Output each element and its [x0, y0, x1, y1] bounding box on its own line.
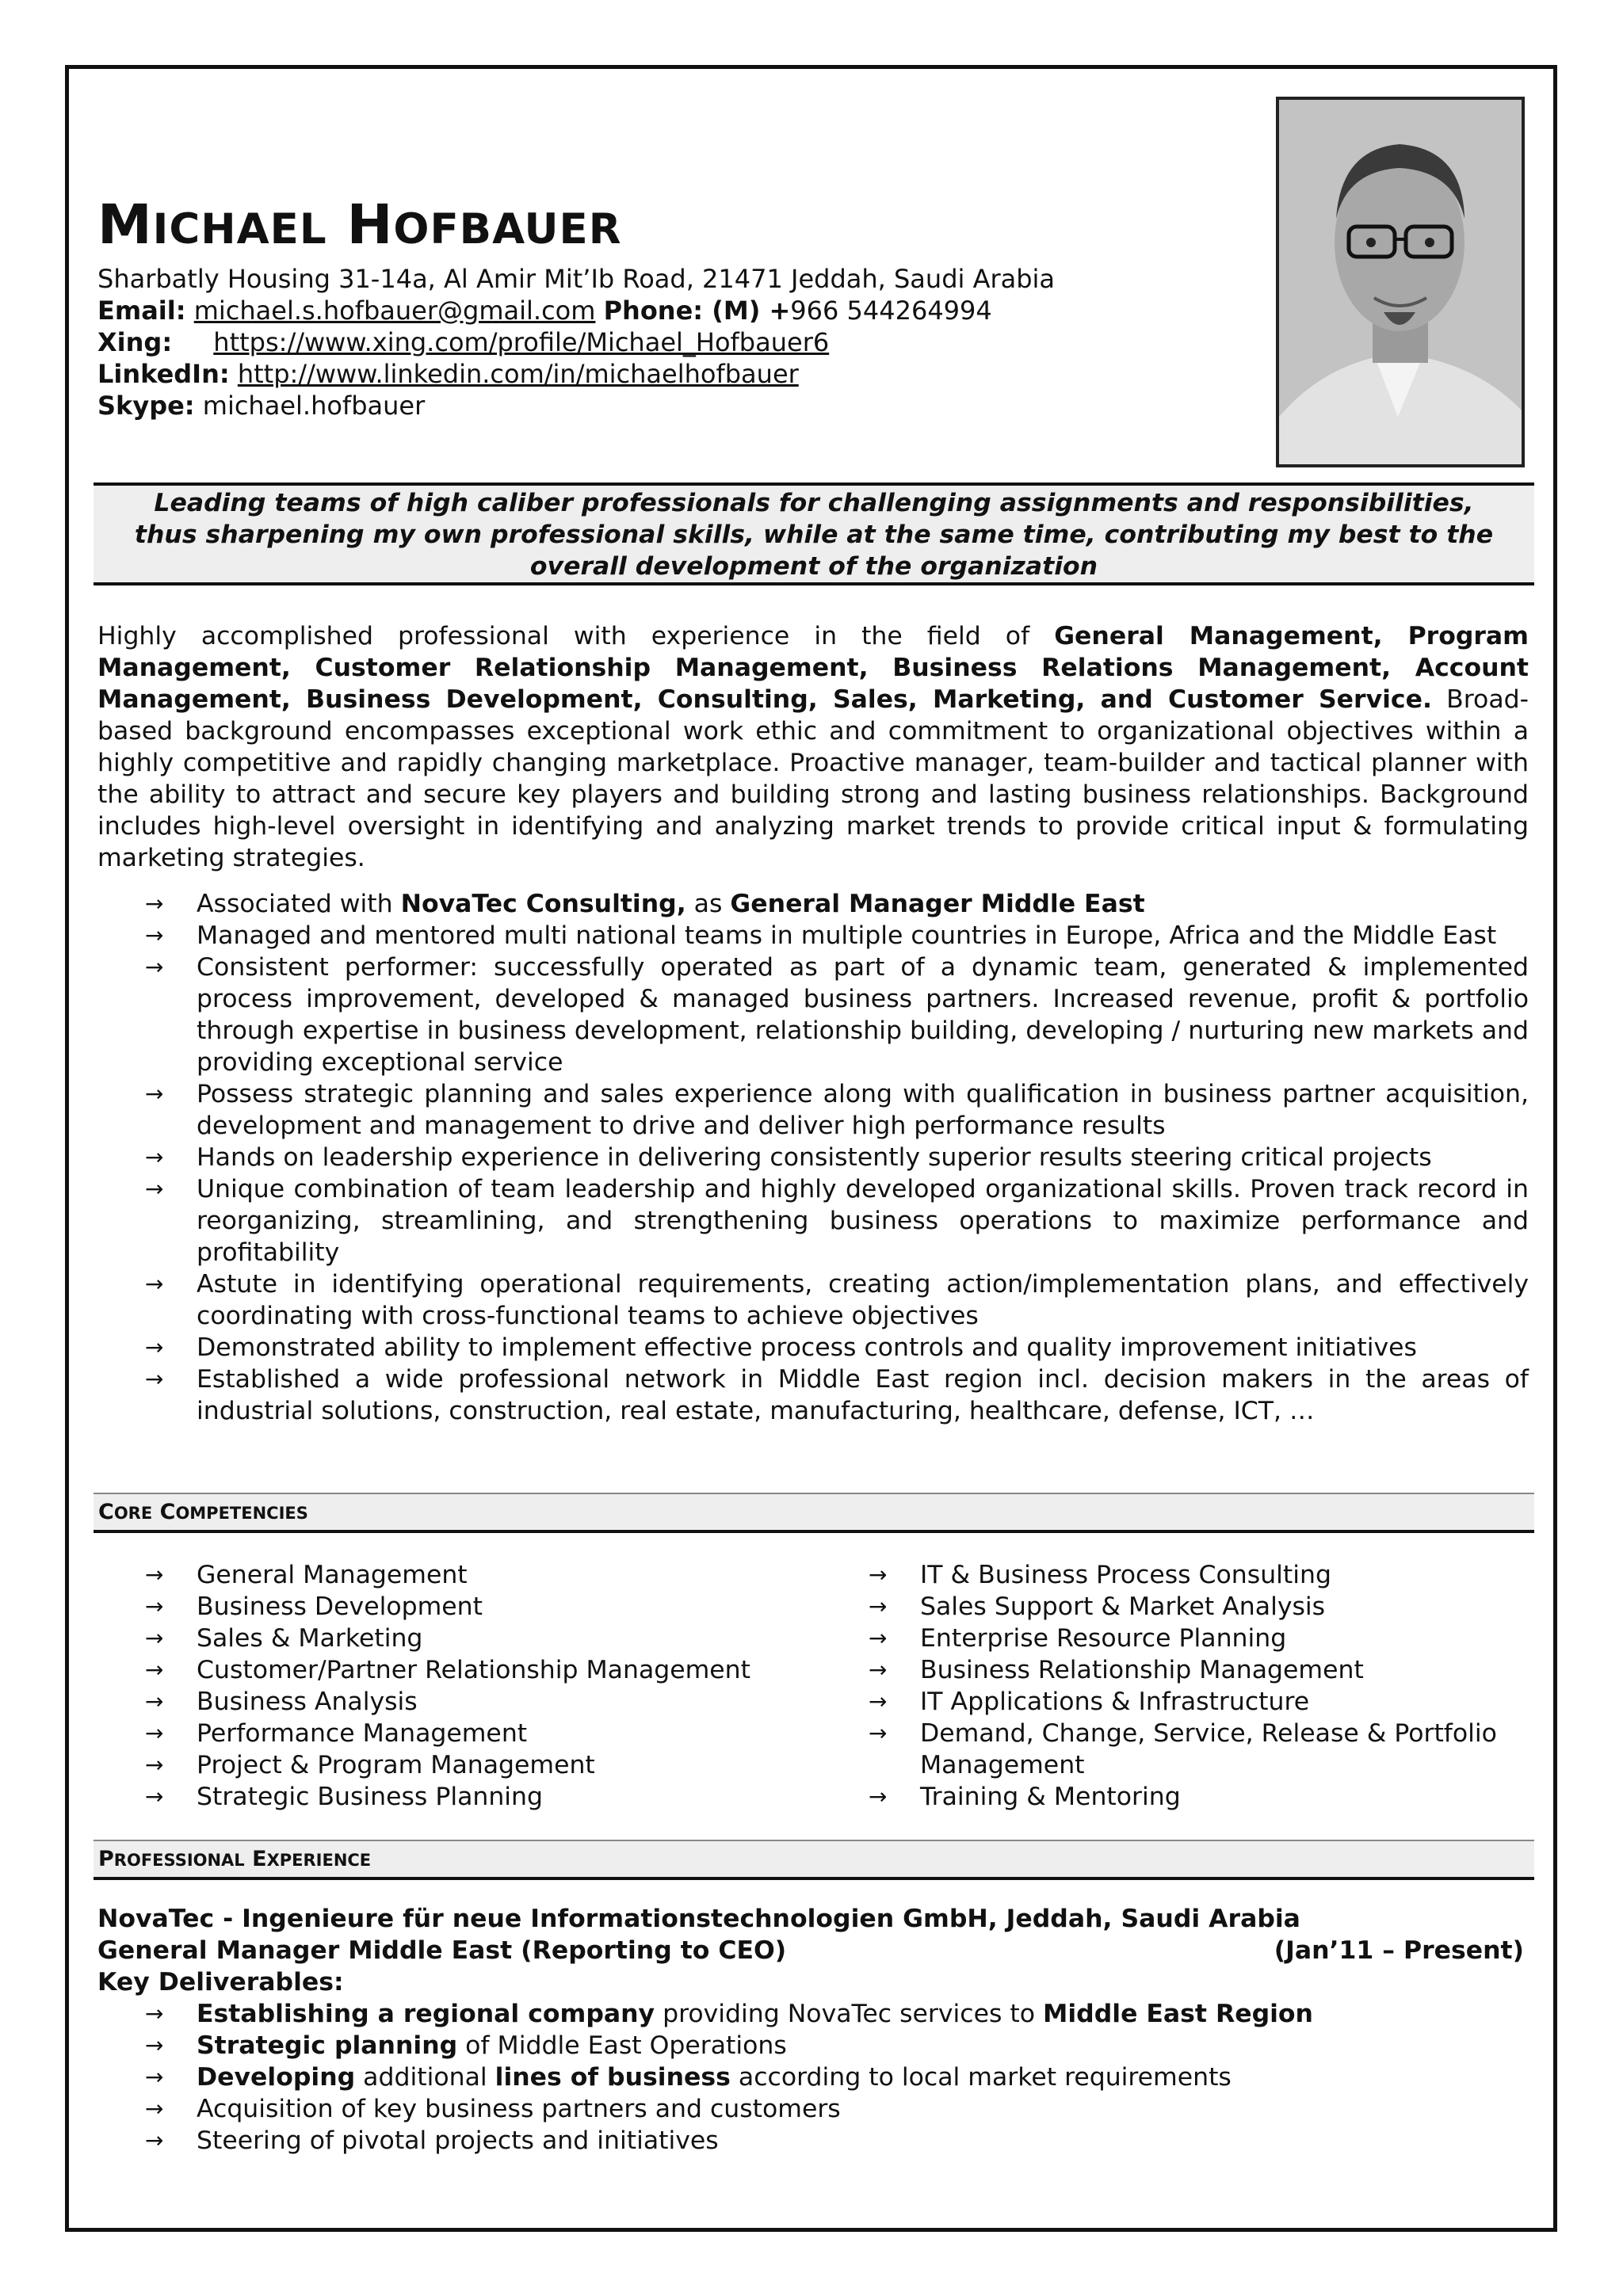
list-item — [97, 1781, 779, 1813]
arrow-right-icon: → — [145, 922, 164, 948]
arrow-right-icon: → — [869, 1783, 888, 1810]
competency-text: Sales Support & Market Analysis — [920, 1592, 1326, 1621]
arrow-right-icon: → — [145, 2127, 164, 2153]
objective-line-2: thus sharpening my own professional skills, while at the same time, contributing my best to the — [134, 521, 1494, 549]
linkedin-link[interactable]: http://www.linkedin.com/in/michaelhofbauer — [237, 359, 799, 389]
list-item — [821, 1623, 1526, 1654]
arrow-right-icon: → — [145, 2032, 164, 2058]
highlight-text: Hands on leadership experience in delivering consistently superior results steering critical projects — [197, 1143, 1432, 1172]
arrow-right-icon: → — [869, 1625, 888, 1651]
deliverable-text: of Middle East Operations — [457, 2031, 787, 2060]
skype-line — [97, 390, 1247, 421]
xing-line — [97, 326, 1247, 358]
highlight-text: Established a wide professional network in Middle East region incl. decision makers in the areas of industrial solutions, construction, real estate, manufacturing, healthcare, defense, ICT, … — [197, 1365, 1529, 1425]
deliverable-text: providing NovaTec services to — [655, 2000, 1044, 2028]
competencies-right-column — [821, 1559, 1526, 1813]
summary-fields: General Management, Program Management, Customer Relationship Management, Business Relations Management, Account Management, Business Development, Consulting, Sales, Marketing, and Customer Service. — [97, 622, 1529, 714]
highlight-text: Consistent performer: successfully operated as part of a dynamic team, generated & implemented process improvement, developed & managed business partners. Increased revenue, profit & portfolio through expertise in business development, relationship building, developing / nurturing new markets and providing exceptional service — [197, 953, 1529, 1077]
arrow-right-icon: → — [869, 1688, 888, 1714]
arrow-right-icon: → — [145, 1144, 164, 1170]
professional-experience-heading — [94, 1840, 1534, 1880]
skype-label: Skype: — [97, 391, 195, 421]
heading-initial: E — [252, 1847, 267, 1871]
skype-id: michael.hofbauer — [202, 391, 426, 421]
deliverable-bold: Developing — [197, 2063, 356, 2092]
list-item — [97, 920, 1529, 952]
list-item — [97, 1142, 1529, 1173]
competency-text: Business Relationship Management — [920, 1656, 1364, 1684]
arrow-right-icon: → — [145, 1783, 164, 1810]
list-item — [97, 2093, 1529, 2125]
profile-photo — [1276, 97, 1525, 467]
competency-text: General Management — [197, 1561, 468, 1589]
arrow-right-icon: → — [145, 1271, 164, 1297]
profile-summary — [97, 620, 1529, 874]
heading-rest: XPERIENCE — [266, 1851, 372, 1870]
objective-line-1: Leading teams of high caliber professionals for challenging assignments and responsibilities, — [154, 489, 1474, 517]
arrow-right-icon: → — [145, 2000, 164, 2027]
xing-label: Xing: — [97, 327, 173, 357]
candidate-name — [97, 193, 622, 257]
arrow-right-icon: → — [145, 1081, 164, 1107]
heading-initial: P — [98, 1847, 114, 1871]
competency-text: Enterprise Resource Planning — [920, 1624, 1287, 1653]
list-item — [97, 2061, 1529, 2093]
list-item — [97, 1559, 779, 1591]
competency-text: IT & Business Process Consulting — [920, 1561, 1331, 1589]
competency-text: Training & Mentoring — [920, 1783, 1181, 1811]
deliverables-label: Key Deliverables: — [97, 1968, 344, 1997]
contact-block — [97, 263, 1247, 421]
list-item — [821, 1781, 1526, 1813]
competency-text: Sales & Marketing — [197, 1624, 423, 1653]
heading-initial: C — [159, 1500, 176, 1524]
list-item — [97, 952, 1529, 1078]
arrow-right-icon: → — [869, 1593, 888, 1619]
career-objective — [94, 482, 1534, 585]
list-item — [97, 1173, 1529, 1268]
highlights-list — [97, 888, 1529, 1427]
portrait-image — [1279, 100, 1522, 464]
heading-initial: C — [98, 1500, 114, 1524]
name-last-initial: H — [346, 193, 394, 257]
summary-rest: Broad-based background encompasses exceptional work ethic and commitment to organizational objectives within a highly competitive and rapidly changing marketplace. Proactive manager, team-builder and tactical planner with the ability to attract and secure key players and building strong and lasting business relationships. Background includes high-level oversight in identifying and analyzing market trends to provide critical input & formulating marketing strategies. — [97, 685, 1529, 872]
arrow-right-icon: → — [145, 954, 164, 980]
highlight-text: Possess strategic planning and sales experience along with qualification in business partner acquisition, development and management to drive and deliver high performance results — [197, 1080, 1529, 1140]
highlight-role: General Manager Middle East — [730, 890, 1145, 918]
address: Sharbatly Housing 31-14a, Al Amir Mit’Ib Road, 21471 Jeddah, Saudi Arabia — [97, 264, 1056, 294]
list-item — [821, 1591, 1526, 1623]
list-item — [821, 1559, 1526, 1591]
list-item — [821, 1718, 1526, 1781]
deliverable-text: according to local market requirements — [730, 2063, 1232, 2092]
arrow-right-icon: → — [145, 891, 164, 917]
list-item — [97, 2125, 1529, 2157]
xing-link[interactable]: https://www.xing.com/profile/Michael_Hofbauer6 — [213, 327, 830, 357]
list-item — [97, 1078, 1529, 1142]
highlight-company: NovaTec Consulting, — [400, 890, 686, 918]
list-item — [97, 1998, 1529, 2030]
deliverable-bold: lines of business — [495, 2063, 731, 2092]
heading-rest: ROFESSIONAL — [113, 1851, 245, 1870]
heading-rest: ORE — [113, 1504, 153, 1523]
arrow-right-icon: → — [145, 1752, 164, 1778]
list-item — [821, 1686, 1526, 1718]
email-link[interactable]: michael.s.hofbauer@gmail.com — [193, 296, 596, 326]
arrow-right-icon: → — [145, 1593, 164, 1619]
list-item — [97, 1749, 779, 1781]
email-label: Email: — [97, 296, 186, 326]
list-item — [97, 1623, 779, 1654]
arrow-right-icon: → — [145, 1562, 164, 1588]
list-item — [97, 1686, 779, 1718]
deliverable-bold: Strategic planning — [197, 2031, 458, 2060]
highlight-text: as — [685, 890, 731, 918]
arrow-right-icon: → — [145, 1334, 164, 1360]
highlight-text: Associated with — [197, 890, 401, 918]
competency-text: Strategic Business Planning — [197, 1783, 544, 1811]
objective-line-3: overall development of the organization — [529, 552, 1098, 581]
deliverables-list — [97, 1998, 1529, 2157]
competency-text: IT Applications & Infrastructure — [920, 1688, 1310, 1716]
highlight-text: Astute in identifying operational requirements, creating action/implementation plans, and effectively coordinating with cross-functional teams to achieve objectives — [197, 1270, 1529, 1330]
deliverable-bold: Establishing a regional company — [197, 2000, 655, 2028]
competency-text: Business Analysis — [197, 1688, 418, 1716]
deliverable-text: additional — [355, 2063, 495, 2092]
list-item — [97, 888, 1529, 920]
list-item — [821, 1654, 1526, 1686]
linkedin-label: LinkedIn: — [97, 359, 230, 389]
list-item — [97, 1332, 1529, 1363]
arrow-right-icon: → — [145, 1688, 164, 1714]
arrow-right-icon: → — [145, 2064, 164, 2090]
list-item — [97, 2030, 1529, 2061]
competency-text: Customer/Partner Relationship Management — [197, 1656, 750, 1684]
list-item — [97, 1718, 779, 1749]
arrow-right-icon: → — [145, 1657, 164, 1683]
highlight-text: Demonstrated ability to implement effective process controls and quality improvement initiatives — [197, 1333, 1417, 1362]
arrow-right-icon: → — [869, 1562, 888, 1588]
list-item — [97, 1591, 779, 1623]
list-item — [97, 1363, 1529, 1427]
arrow-right-icon: → — [145, 1625, 164, 1651]
competency-text: Business Development — [197, 1592, 483, 1621]
deliverable-text: Acquisition of key business partners and customers — [197, 2095, 841, 2123]
arrow-right-icon: → — [145, 1366, 164, 1392]
highlight-text: Unique combination of team leadership and highly developed organizational skills. Proven track record in reorganizing, streamlining, and strengthening business operations to maximize performance and profitability — [197, 1175, 1529, 1267]
linkedin-line — [97, 358, 1247, 390]
summary-intro: Highly accomplished professional with experience in the field of — [97, 622, 1055, 650]
phone-label: Phone: (M) + — [603, 296, 791, 326]
name-last-rest: OFBAUER — [393, 205, 622, 254]
deliverable-text: Steering of pivotal projects and initiatives — [197, 2126, 719, 2155]
list-item — [97, 1268, 1529, 1332]
heading-rest: OMPETENCIES — [175, 1504, 308, 1523]
experience-entry — [97, 1903, 1524, 1998]
email-phone-line — [97, 295, 1247, 326]
arrow-right-icon: → — [145, 1176, 164, 1202]
arrow-right-icon: → — [869, 1657, 888, 1683]
arrow-right-icon: → — [869, 1720, 888, 1746]
highlight-text: Managed and mentored multi national teams in multiple countries in Europe, Africa and the Middle East — [197, 921, 1497, 950]
competencies-left-column — [97, 1559, 779, 1813]
employer: NovaTec - Ingenieure für neue Informationstechnologien GmbH, Jeddah, Saudi Arabia — [97, 1905, 1300, 1933]
name-first-rest: ICHAEL — [152, 205, 327, 254]
deliverable-bold: Middle East Region — [1043, 2000, 1313, 2028]
job-title: General Manager Middle East (Reporting to CEO) — [97, 1936, 787, 1965]
job-title-row — [97, 1935, 1524, 1966]
competency-text: Project & Program Management — [197, 1751, 595, 1779]
name-first-initial: M — [97, 193, 153, 257]
arrow-right-icon: → — [145, 2096, 164, 2122]
competency-text: Demand, Change, Service, Release & Portfolio Management — [920, 1719, 1497, 1779]
list-item — [97, 1654, 779, 1686]
core-competencies-heading — [94, 1493, 1534, 1533]
job-dates: (Jan’11 – Present) — [1274, 1936, 1524, 1965]
arrow-right-icon: → — [145, 1720, 164, 1746]
phone-number: 966 544264994 — [790, 296, 992, 326]
competency-text: Performance Management — [197, 1719, 528, 1748]
